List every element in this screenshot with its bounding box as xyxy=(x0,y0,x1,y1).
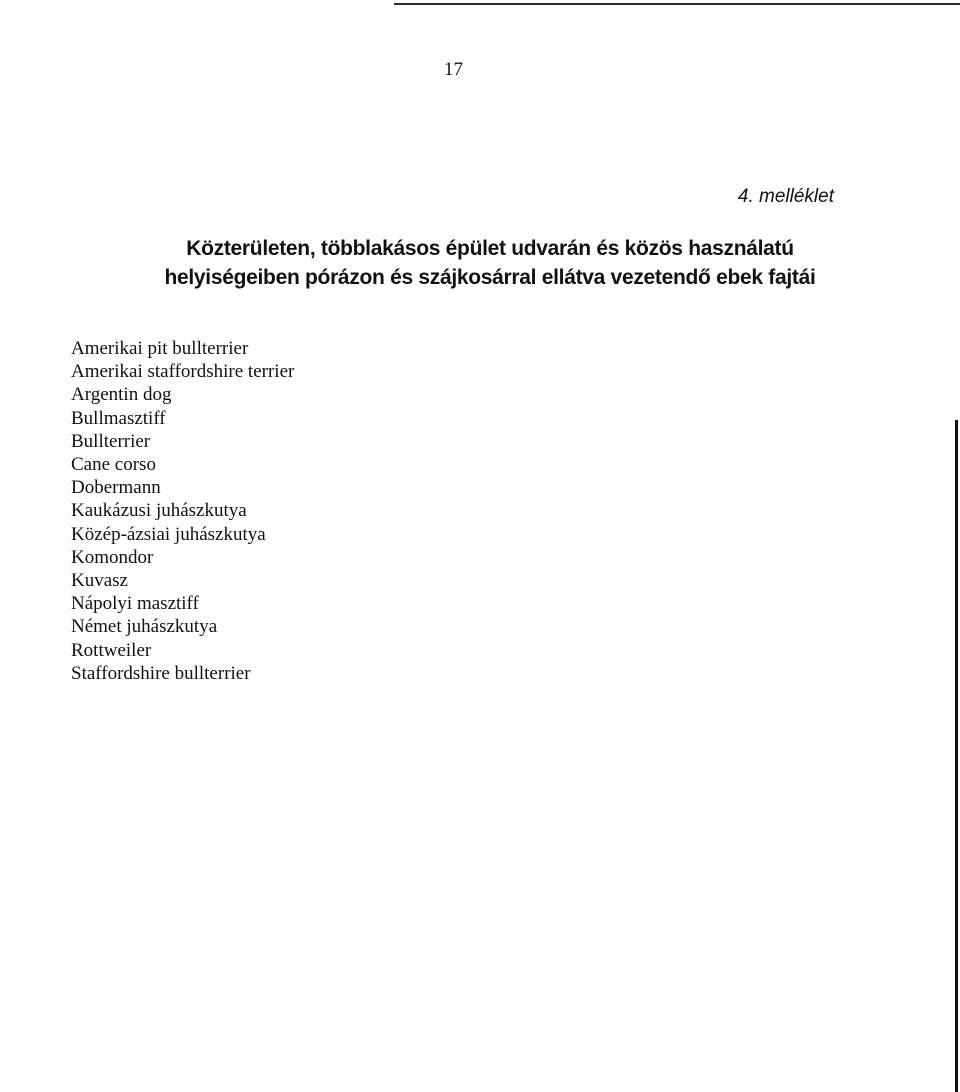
breed-list xyxy=(71,337,294,685)
title-line-2: helyiségeiben pórázon és szájkosárral ellátva vezetendő ebek fajtái xyxy=(164,266,816,289)
list-item: Komondor xyxy=(71,546,154,568)
list-item: Rottweiler xyxy=(71,639,152,661)
list-item: Kaukázusi juhászkutya xyxy=(71,500,247,522)
list-item: Bullterrier xyxy=(71,430,151,452)
list-item: Német juhászkutya xyxy=(71,616,218,638)
list-item: Argentin dog xyxy=(71,384,172,406)
page-number: 17 xyxy=(444,59,463,80)
list-item: Amerikai staffordshire terrier xyxy=(71,361,295,383)
list-item: Dobermann xyxy=(71,477,161,499)
document-title xyxy=(100,234,880,292)
list-item: Kuvasz xyxy=(71,570,128,592)
list-item: Staffordshire bullterrier xyxy=(71,662,251,684)
right-border-line xyxy=(955,420,958,1092)
list-item: Amerikai pit bullterrier xyxy=(71,338,249,359)
list-item: Bullmasztiff xyxy=(71,407,166,429)
list-item: Cane corso xyxy=(71,454,156,476)
title-line-1: Közterületen, többlakásos épület udvarán és közös használatú xyxy=(186,237,794,260)
top-border-line xyxy=(394,3,960,5)
list-item: Nápolyi masztiff xyxy=(71,593,199,615)
list-item: Közép-ázsiai juhászkutya xyxy=(71,523,266,545)
annex-label: 4. melléklet xyxy=(737,186,834,207)
